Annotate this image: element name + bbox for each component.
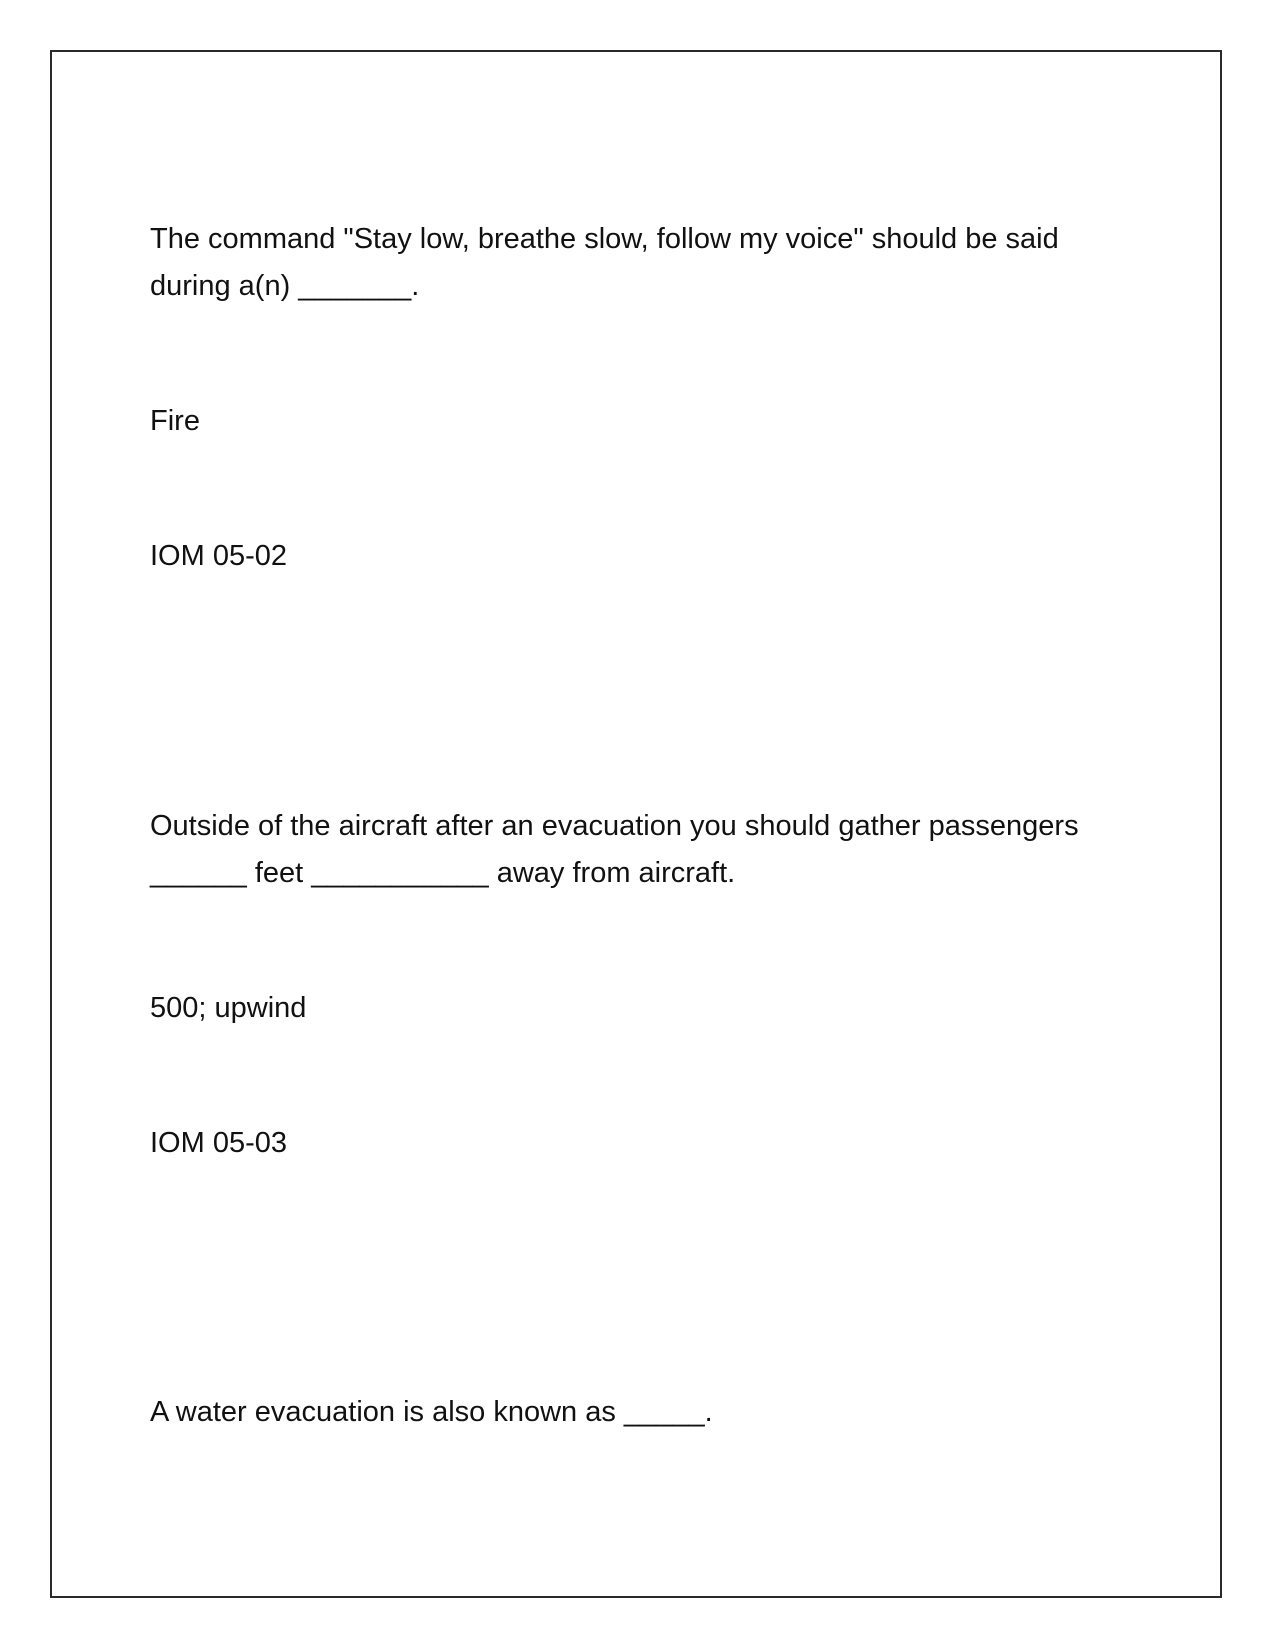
question-2-line-2: ______ feet ___________ away from aircraft.: [150, 857, 736, 889]
question-1-line-1: The command "Stay low, breathe slow, follow my voice" should be said: [150, 223, 1059, 255]
question-2-line-1: Outside of the aircraft after an evacuation you should gather passengers: [150, 810, 1079, 842]
question-3-line-1: A water evacuation is also known as _____.: [150, 1396, 713, 1428]
answer-2: 500; upwind: [150, 992, 307, 1024]
question-1-line-2: during a(n) _______.: [150, 270, 420, 302]
reference-1: IOM 05-02: [150, 540, 287, 572]
reference-2: IOM 05-03: [150, 1127, 287, 1159]
answer-1: Fire: [150, 405, 200, 437]
